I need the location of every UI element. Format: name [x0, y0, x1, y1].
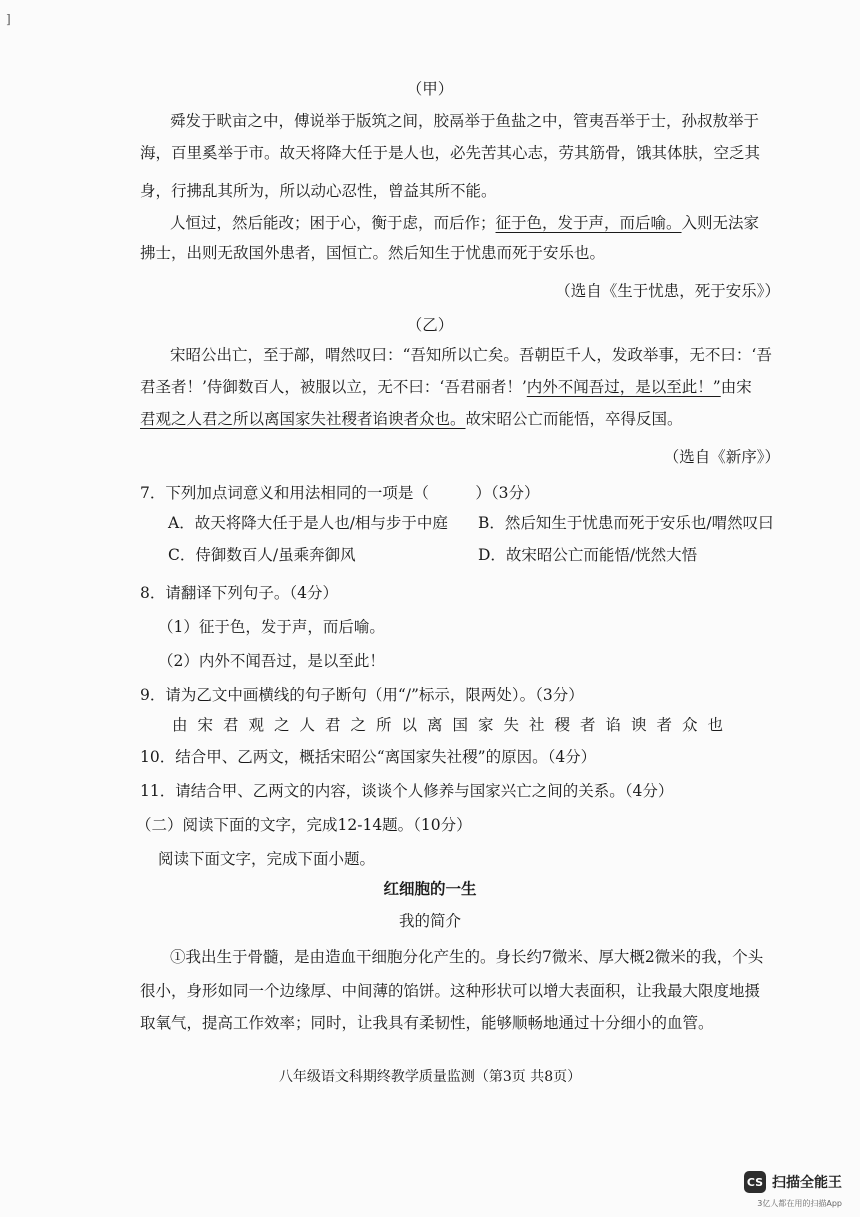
question-7: 7．下列加点词意义和用法相同的一项是（ ）（3分）: [140, 484, 540, 502]
underlined-sentence: 君观之人君之所以离国家失社稷者谄谀者众也。: [140, 410, 466, 428]
question-8: 8．请翻译下列句子。（4分）: [140, 584, 338, 602]
article-subtitle: 我的简介: [398, 912, 461, 930]
passage-jia-heading: （甲）: [406, 80, 454, 98]
page-footer: 八年级语文科期终教学质量监测（第3页 共8页）: [278, 1069, 582, 1085]
passage-jia-line: [170, 212, 759, 234]
underlined-sentence: 内外不闻吾过，是以至此！”: [526, 378, 721, 396]
question-7-option-b: B．然后知生于忧患而死于安乐也/喟然叹曰: [478, 514, 774, 532]
question-7-option-a: A．故天将降大任于是人也/相与步于中庭: [168, 514, 448, 532]
article-line: 很小，身形如同一个边缘厚、中间薄的馅饼。这种形状可以增大表面积，让我最大限度地摄: [140, 982, 761, 1000]
passage-jia-line: 舜发于畎亩之中，傅说举于版筑之间，胶鬲举于鱼盐之中，管夷吾举于士，孙叔敖举于: [170, 112, 760, 130]
question-10: 10．结合甲、乙两文，概括宋昭公“离国家失社稷”的原因。（4分）: [140, 748, 597, 766]
passage-yi-heading: （乙）: [406, 316, 454, 334]
question-8-item: （1）征于色，发于声，而后喻。: [158, 618, 385, 636]
question-9-sentence: 由宋君观之人君之所以离国家失社稷者谄谀者众也: [172, 716, 734, 734]
passage-jia-line: 海，百里奚举于市。故天将降大任于是人也，必先苦其心志，劳其筋骨，饿其体肤，空乏其: [140, 144, 761, 162]
passage-yi-source: （选自《新序》）: [663, 448, 780, 466]
watermark-sub: 3亿人都在用的扫描App: [757, 1199, 842, 1208]
underlined-sentence: 征于色，发于声，而后喻。: [495, 214, 682, 232]
passage-yi-line: 宋昭公出亡，至于鄗，喟然叹曰：“吾知所以亡矣。吾朝臣千人，发政举事，无不曰：‘吾: [170, 346, 772, 364]
article-title: 红细胞的一生: [383, 879, 477, 898]
passage-jia-line: 身，行拂乱其所为，所以动心忍性，曾益其所不能。: [140, 182, 497, 200]
text-span: 君圣者！’侍御数百人，被服以立，无不曰：‘吾君丽者！’: [140, 378, 527, 396]
text-span: 由宋: [720, 378, 752, 396]
passage-yi-line: [140, 376, 752, 398]
cs-logo-icon: CS: [744, 1171, 766, 1193]
question-11: 11．请结合甲、乙两文的内容，谈谈个人修养与国家兴亡之间的关系。（4分）: [140, 782, 674, 800]
scan-edge-mark: ]: [6, 12, 11, 26]
text-span: 人恒过，然后能改；困于心，衡于虑，而后作；: [170, 214, 496, 232]
scanner-watermark: [744, 1171, 842, 1193]
text-span: 入则无法家: [681, 214, 760, 232]
article-line: 取氧气，提高工作效率；同时，让我具有柔韧性，能够顺畅地通过十分细小的血管。: [140, 1014, 714, 1032]
question-8-item: （2）内外不闻吾过，是以至此！: [158, 652, 385, 670]
watermark-name: 扫描全能王: [772, 1175, 842, 1191]
question-7-option-d: D．故宋昭公亡而能悟/恍然大悟: [478, 546, 698, 564]
passage-jia-line: 拂士，出则无敌国外患者，国恒亡。然后知生于忧患而死于安乐也。: [140, 244, 606, 262]
question-7-option-c: C．侍御数百人/虽乘奔御风: [168, 546, 356, 564]
article-line: ①我出生于骨髓，是由造血干细胞分化产生的。身长约7微米、厚大概2微米的我，个头: [170, 948, 764, 966]
section-2-instruction: 阅读下面文字，完成下面小题。: [158, 850, 376, 868]
passage-yi-line: [140, 408, 683, 430]
text-span: 故宋昭公亡而能悟，卒得反国。: [465, 410, 683, 428]
section-2-heading: （二）阅读下面的文字，完成12-14题。（10分）: [136, 816, 472, 834]
question-9: 9．请为乙文中画横线的句子断句（用“/”标示，限两处）。（3分）: [140, 686, 584, 704]
passage-jia-source: （选自《生于忧患，死于安乐》）: [555, 282, 780, 300]
